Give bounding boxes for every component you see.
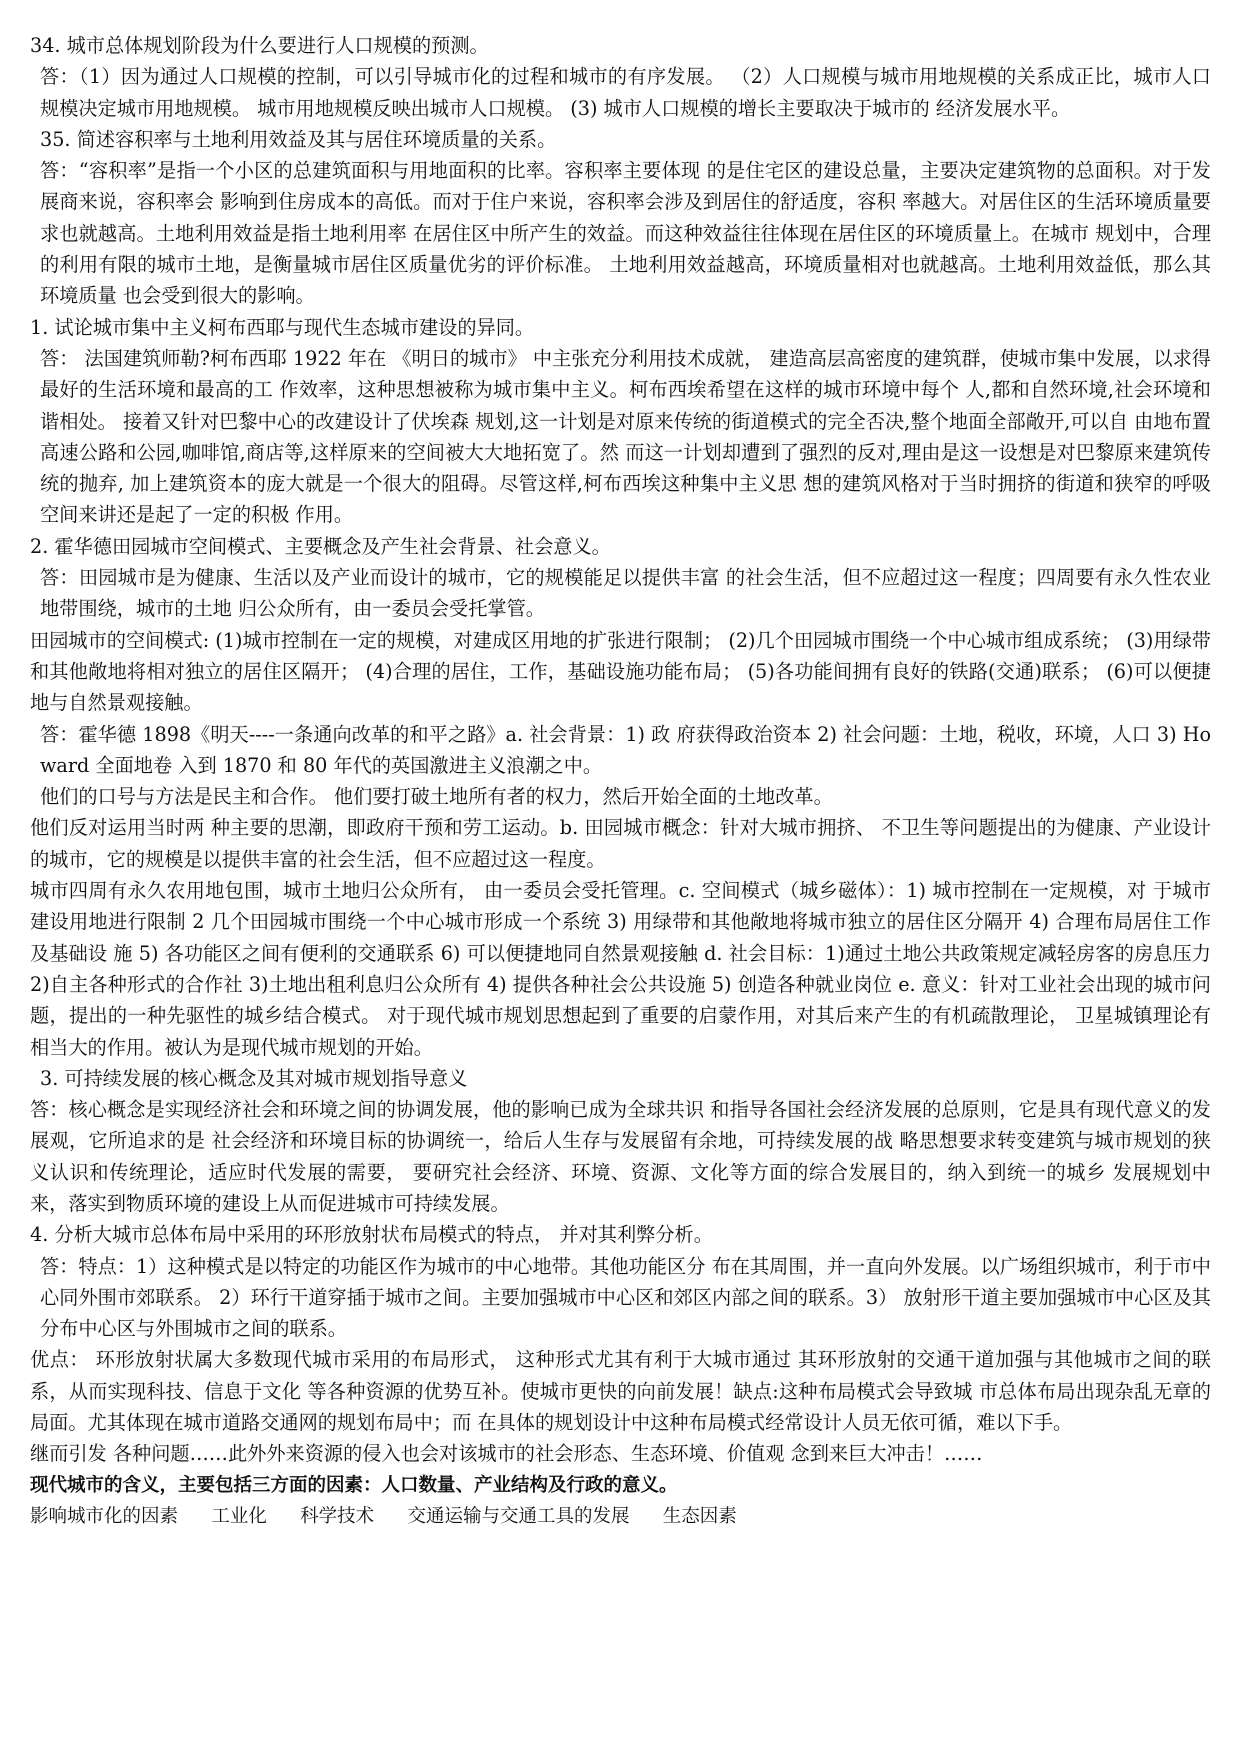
- question-34: 34. 城市总体规划阶段为什么要进行人口规模的预测。: [30, 34, 489, 57]
- factor-item: 科学技术: [300, 1505, 375, 1527]
- answer-3: 答：核心概念是实现经济社会和环境之间的协调发展，他的影响已成为全球共识 和指导各国社会经济发展的总原则，它是具有现代意义的发展观，它所追求的是 社会经济和环境目标的协调统一，给后人生存与发展留有余地，可持续发展的战 略思想要求转变建筑与城市规划的狭义认识和传统理论，适应时代发展的需要， 要研究社会经济、环境、资源、文化等方面的综合发展目的，纳入到统一的城乡 发展规划中来，落实到物质环境的建设上从而促进城市可持续发展。: [30, 1098, 1211, 1215]
- question-4: 4. 分析大城市总体布局中采用的环形放射状布局模式的特点， 并对其利弊分析。: [30, 1223, 713, 1247]
- question-3: 3. 可持续发展的核心概念及其对城市规划指导意义: [40, 1066, 468, 1090]
- factors-label: 影响城市化的因素: [30, 1505, 179, 1527]
- factor-item: 生态因素: [662, 1505, 737, 1527]
- modern-city-definition: 现代城市的含义，主要包括三方面的因素：人口数量、产业结构及行政的意义。: [30, 1474, 678, 1496]
- answer-4-pros-cons: 优点： 环形放射状属大多数现代城市采用的布局形式， 这种形式尤其有利于大城市通过 其环形放射的交通干道加强与其他城市之间的联系，从而实现科技、信息于文化 等各种资源的优势互补。使城市更快的向前发展！缺点:这种布局模式会导致城 市总体布局出现杂乱无章的局面。尤其体现在城市道路交通网的规划布局中；而 在具体的规划设计中这种布局模式经常设计人员无依可循，难以下手。: [30, 1348, 1211, 1435]
- question-1: 1. 试论城市集中主义柯布西耶与现代生态城市建设的异同。: [30, 315, 535, 339]
- answer-34: 答：（1）因为通过人口规模的控制，可以引导城市化的过程和城市的有序发展。 （2）人口规模与城市用地规模的关系成正比，城市人口规模决定城市用地规模。 城市用地规模反映出城市人口规模。 (3) 城市人口规模的增长主要取决于城市的 经济发展水平。: [40, 65, 1211, 120]
- answer-2-background: 答：霍华德 1898《明天----一条通向改革的和平之路》a. 社会背景：1) 政 府获得政治资本 2) 社会问题：土地，税收，环境，人口 3) Howard 全面地卷 入到 1870 和 80 年代的英国激进主义浪潮之中。: [40, 722, 1211, 777]
- answer-2-spatial-model: 田园城市的空间模式: (1)城市控制在一定的规模，对建成区用地的扩张进行限制； (2)几个田园城市围绕一个中心城市组成系统； (3)用绿带和其他敞地将相对独立的居住区隔开； (4)合理的居住，工作，基础设施功能布局； (5)各功能间拥有良好的铁路(交通)联系； (6)可以便捷地与自然景观接触。: [30, 628, 1211, 715]
- factor-item: 交通运输与交通工具的发展: [407, 1505, 630, 1527]
- answer-4-consequences: 继而引发 各种问题……此外外来资源的侵入也会对该城市的社会形态、生态环境、价值观 念到来巨大冲击！……: [30, 1442, 983, 1466]
- answer-4-features: 答：特点：1）这种模式是以特定的功能区作为城市的中心地带。其他功能区分 布在其周围，并一直向外发展。以广场组织城市，利于市中心同外围市郊联系。 2）环行干道穿插于城市之间。主要加强城市中心区和郊区内部之间的联系。3） 放射形干道主要加强城市中心区及其分布中心区与外围城市之间的联系。: [40, 1254, 1211, 1341]
- answer-35: 答：“容积率”是指一个小区的总建筑面积与用地面积的比率。容积率主要体现 的是住宅区的建设总量，主要决定建筑物的总面积。对于发展商来说，容积率会 影响到住房成本的高低。而对于住户来说，容积率会涉及到居住的舒适度，容积 率越大。对居住区的生活环境质量要求也就越高。土地利用效益是指土地利用率 在居住区中所产生的效益。而这种效益往往体现在居住区的环境质量上。在城市 规划中，合理的利用有限的城市土地，是衡量城市居住区质量优劣的评价标准。 土地利用效益越高，环境质量相对也就越高。土地利用效益低，那么其环境质量 也会受到很大的影响。: [40, 159, 1211, 308]
- urbanization-factors: [30, 1501, 1211, 1532]
- factor-item: 工业化: [211, 1505, 267, 1527]
- answer-1: 答： 法国建筑师勒?柯布西耶 1922 年在 《明日的城市》 中主张充分利用技术成就， 建造高层高密度的建筑群，使城市集中发展，以求得最好的生活环境和最高的工 作效率，这种思想被称为城市集中主义。柯布西埃希望在这样的城市环境中每个 人,都和自然环境,社会环境和谐相处。 接着又针对巴黎中心的改建设计了伏埃森 规划,这一计划是对原来传统的街道模式的完全否决,整个地面全部敞开,可以自 由地布置高速公路和公园,咖啡馆,商店等,这样原来的空间被大大地拓宽了。然 而这一计划却遭到了强烈的反对,理由是这一设想是对巴黎原来建筑传统的抛弃, 加上建筑资本的庞大就是一个很大的阻碍。尽管这样,柯布西埃这种集中主义思 想的建筑风格对于当时拥挤的街道和狭窄的呼吸空间来讲还是起了一定的积极 作用。: [40, 346, 1211, 527]
- answer-2-slogan: 他们的口号与方法是民主和合作。 他们要打破土地所有者的权力，然后开始全面的土地改革。: [40, 785, 833, 809]
- answer-2-significance: 城市四周有永久农用地包围，城市土地归公众所有， 由一委员会受托管理。c. 空间模式（城乡磁体）：1) 城市控制在一定规模，对 于城市建设用地进行限制 2 几个田园城市围绕一个中心城市形成一个系统 3) 用绿带和其他敞地将城市独立的居住区分隔开 4) 合理布局居住工作及基础设 施 5) 各功能区之间有便利的交通联系 6) 可以便捷地同自然景观接触 d. 社会目标：1)通过土地公共政策规定减轻房客的房息压力 2)自主各种形式的合作社 3)土地出租利息归公众所有 4) 提供各种社会公共设施 5) 创造各种就业岗位 e. 意义：针对工业社会出现的城市问题，提出的一种先驱性的城乡结合模式。 对于现代城市规划思想起到了重要的启蒙作用，对其后来产生的有机疏散理论， 卫星城镇理论有相当大的作用。被认为是现代城市规划的开始。: [30, 879, 1211, 1059]
- answer-2-definition: 答：田园城市是为健康、生活以及产业而设计的城市，它的规模能足以提供丰富 的社会生活，但不应超过这一程度；四周要有永久性农业地带围绕，城市的土地 归公众所有，由一委员会受托掌管。: [40, 566, 1211, 621]
- question-35: 35. 简述容积率与土地利用效益及其与居住环境质量的关系。: [40, 127, 557, 151]
- answer-2-concept: 他们反对运用当时两 种主要的思潮，即政府干预和劳工运动。b. 田园城市概念：针对大城市拥挤、 不卫生等问题提出的为健康、产业设计的城市，它的规模是以提供丰富的社会生活，但不应超过这一程度。: [30, 816, 1211, 871]
- question-2: 2. 霍华德田园城市空间模式、主要概念及产生社会背景、社会意义。: [30, 534, 611, 558]
